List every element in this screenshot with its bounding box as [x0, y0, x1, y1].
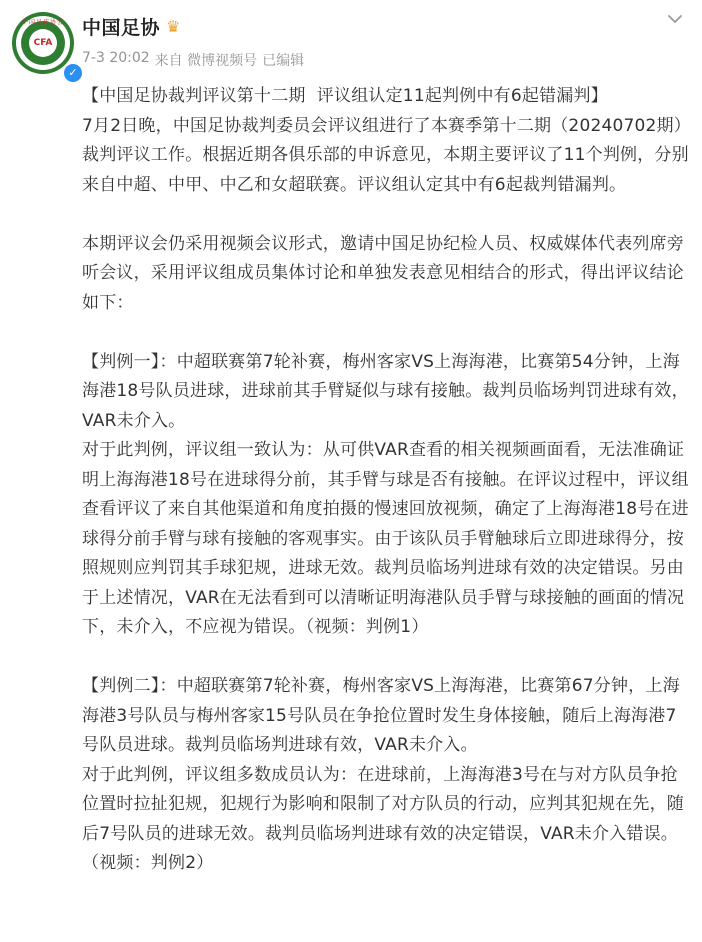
case-two-ruling: 对于此判例，评议组多数成员认为：在进球前，上海海港3号在与对方队员争抢位置时拉扯犯规，犯规行为影响和限制了对方队员的行动，应判其犯规在先，随后7号队员的进球无效。裁判员临场判进球有效的决定错误，VAR未介入错误。（视频：判例2） — [82, 764, 684, 873]
avatar[interactable] — [12, 12, 78, 79]
paragraph: 本期评议会仍采用视频会议形式，邀请中国足协纪检人员、权威媒体代表列席旁听会议，采用评议组成员集体讨论和单独发表意见相结合的形式，得出评议结论如下： — [82, 233, 684, 313]
post-time: 7-3 20:02 — [82, 50, 150, 66]
author-name[interactable]: 中国足协 — [82, 16, 161, 39]
author-row — [82, 13, 180, 39]
crown-icon: ♛ — [166, 16, 181, 36]
chevron-down-icon[interactable] — [664, 8, 686, 30]
post-edited[interactable]: 已编辑 — [262, 53, 305, 69]
post-meta — [82, 50, 304, 70]
paragraph-gap — [82, 318, 690, 348]
case-one-summary: 【判例一】：中超联赛第7轮补赛，梅州客家VS上海海港，比赛第54分钟，上海海港18号队员进球，进球前其手臂疑似与球有接触。裁判员临场判罚进球有效，VAR未介入。 — [82, 351, 689, 431]
case-one-ruling: 对于此判例，评议组一致认为：从可供VAR查看的相关视频画面看，无法准确证明上海海港18号在进球得分前，其手臂与球是否有接触。在评议过程中，评议组查看评议了来自其他渠道和角度拍摄的慢速回放视频，确定了上海海港18号在进球得分前手臂与球有接触的客观事实。由于该队员手臂触球后立即进球得分，按照规则应判罚其手球犯规，进球无效。裁判员临场判进球有效的决定错误。另由于上述情况，VAR在无法看到可以清晰证明海港队员手臂与球接触的画面的情况下，未介入，不应视为错误。（视频：判例1） — [82, 440, 689, 637]
post-source[interactable]: 来自 微博视频号 — [154, 53, 258, 69]
post-title: 【中国足协裁判评议第十二期 评议组认定11起判例中有6起错漏判】 — [82, 86, 608, 106]
avatar-logo-text: CFA — [33, 38, 53, 48]
paragraph-gap — [82, 200, 690, 230]
post-content — [82, 82, 690, 879]
verified-icon: ✓ — [62, 62, 84, 84]
case-two-summary: 【判例二】：中超联赛第7轮补赛，梅州客家VS上海海港，比赛第67分钟，上海海港3号队员与梅州客家15号队员在争抢位置时发生身体接触，随后上海海港7号队员进球。裁判员临场判进球有效，VAR未介入。 — [82, 676, 680, 755]
paragraph-gap — [82, 643, 690, 673]
avatar-arc-text: 中国足球协会 — [21, 19, 64, 26]
paragraph: 7月2日晚，中国足协裁判委员会评议组进行了本赛季第十二期（20240702期）裁判评议工作。根据近期各俱乐部的申诉意见，本期主要评议了11个判例，分别来自中超、中甲、中乙和女超联赛。评议组认定其中有6起裁判错漏判。 — [82, 115, 689, 195]
